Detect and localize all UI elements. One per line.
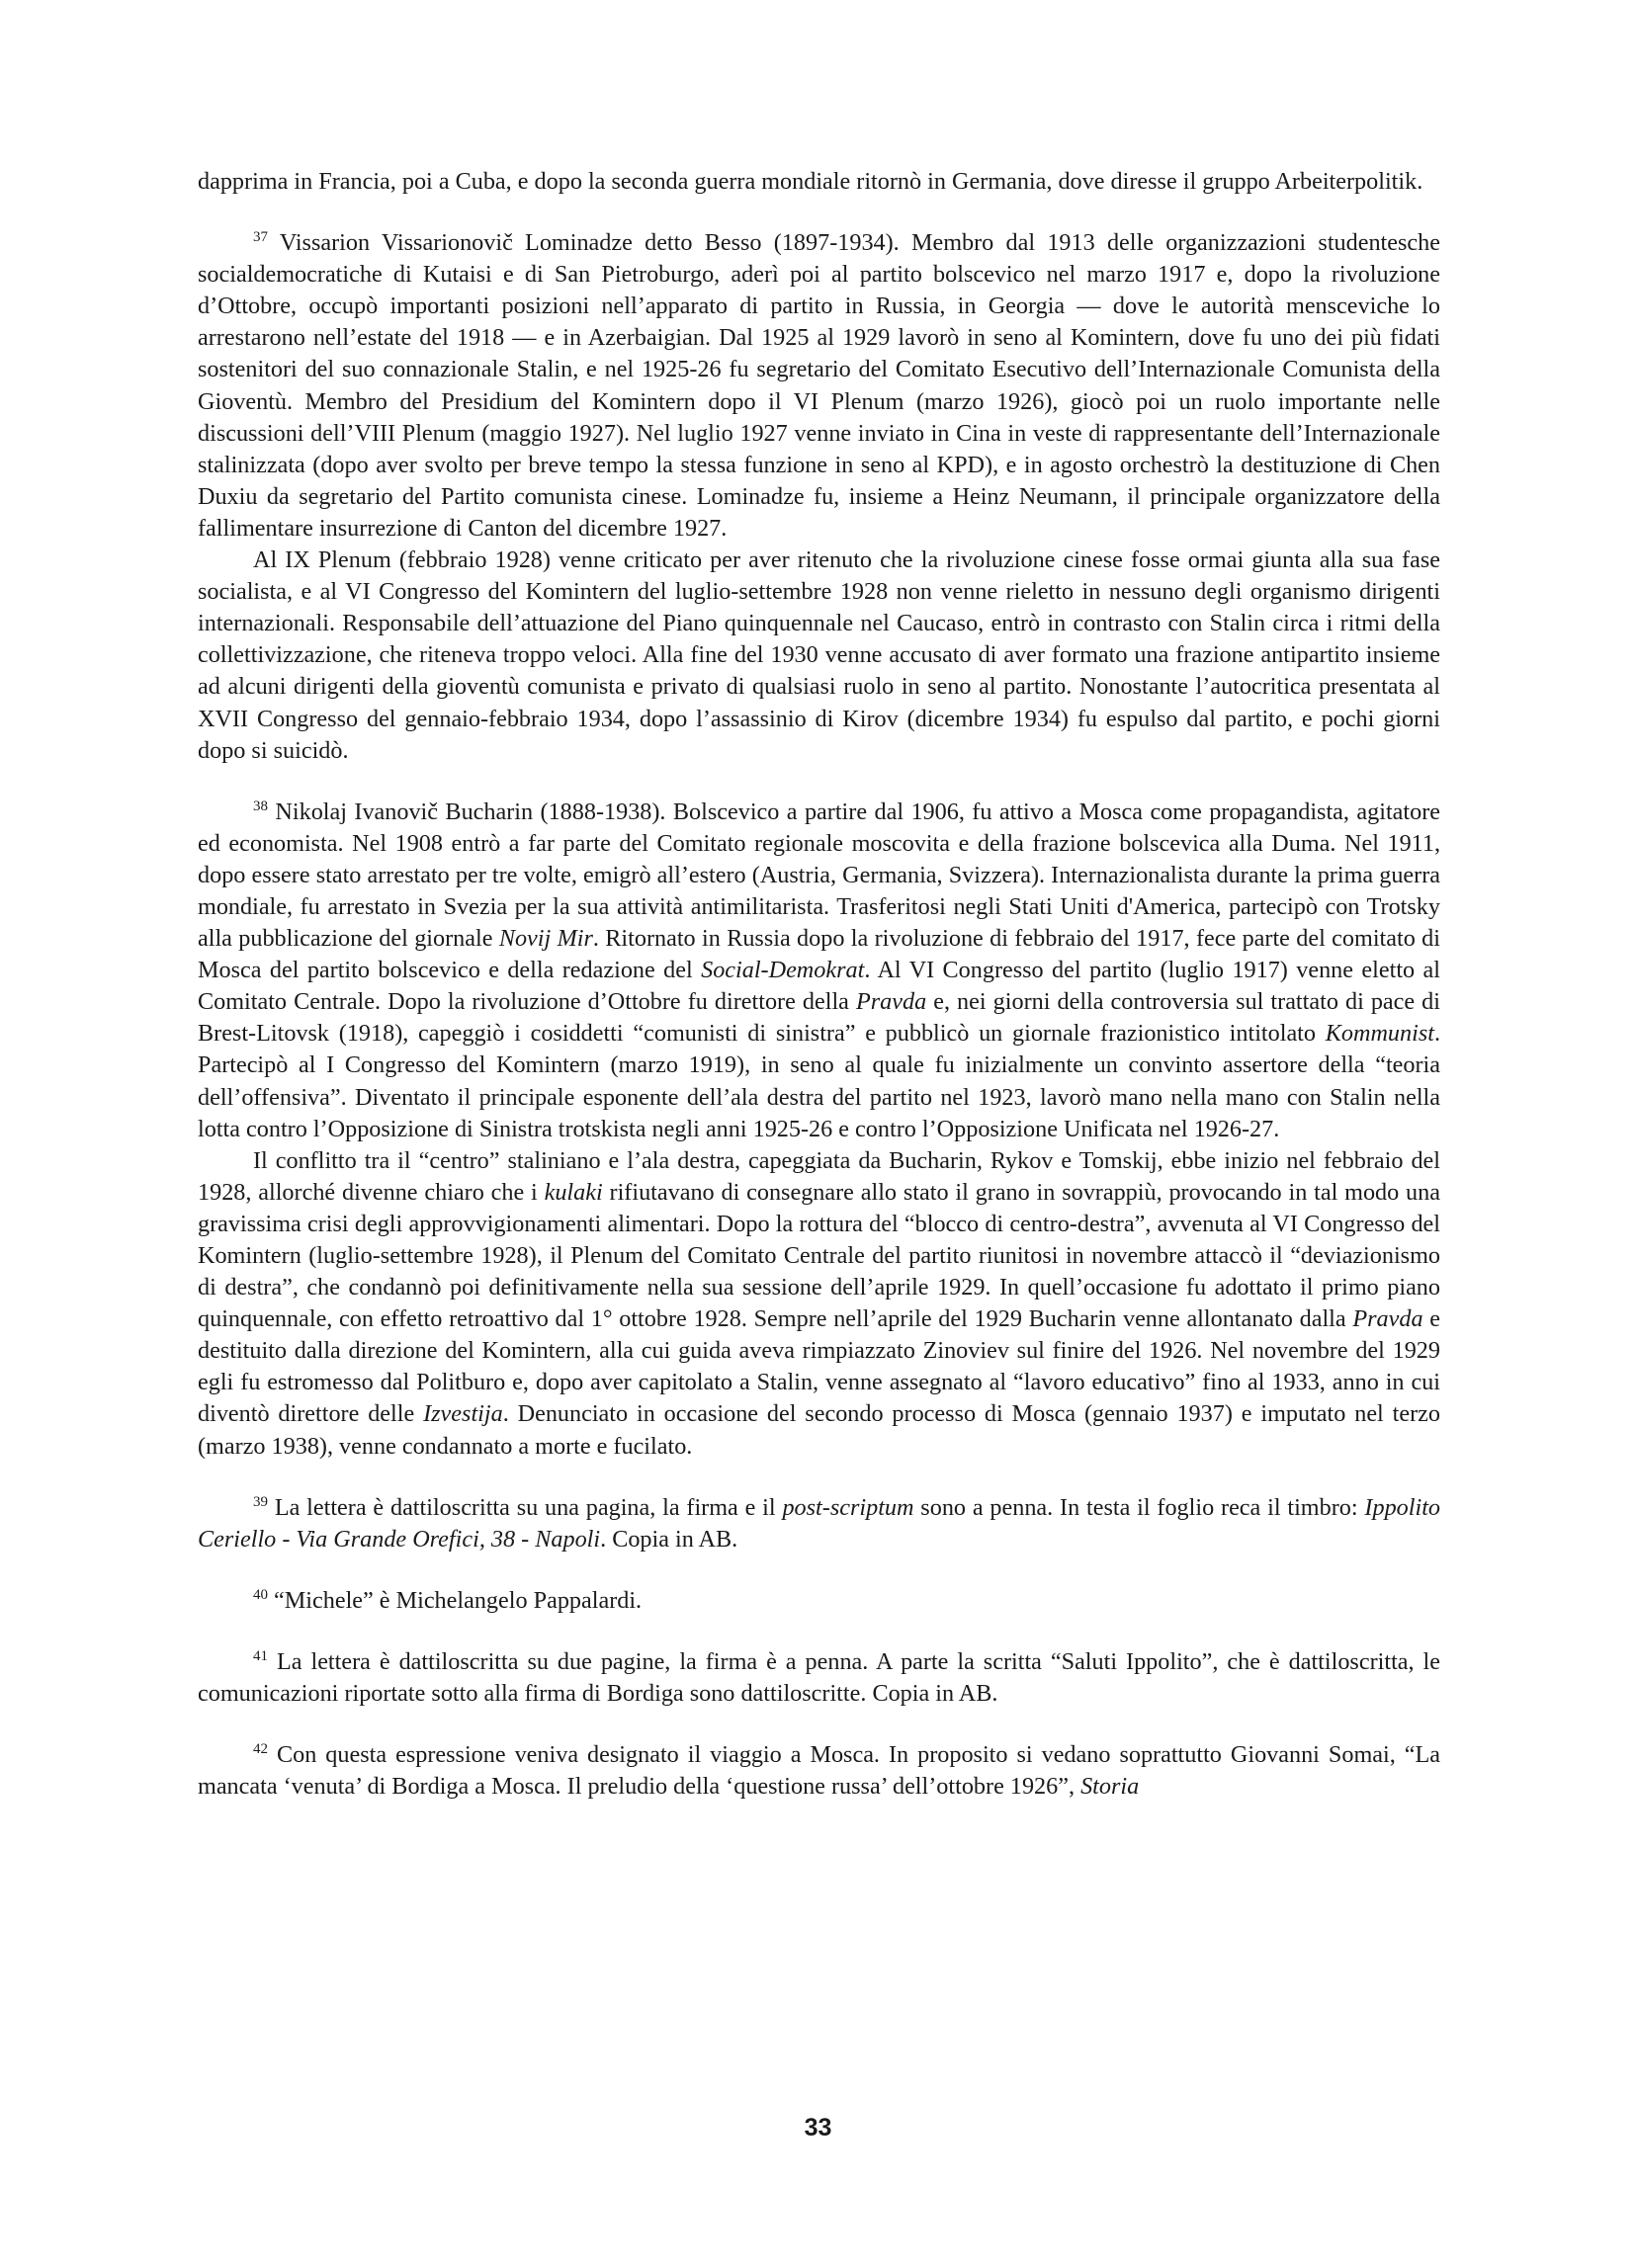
text-run: . Denunciato in occasione del secondo processo di Mosca (gennaio 1937) e imputato nel terzo (marzo 1938), venne condannato a morte e fucilato. bbox=[198, 1400, 1440, 1460]
italic-run: Pravda bbox=[855, 988, 927, 1016]
text-run: e destituito dalla direzione del Komintern, alla cui guida aveva rimpiazzato Zinoviev sul finire del 1926. Nel novembre del 1929 egli fu estromesso dal Politburo e, dopo aver capitolato a Stalin, venne assegnato al “lavoro educativo” fino al 1933, anno in cui diventò direttore delle bbox=[198, 1305, 1440, 1428]
text-run: . Copia in AB. bbox=[600, 1525, 738, 1553]
footnote-paragraph bbox=[198, 1646, 1440, 1710]
footnote-38 bbox=[198, 797, 1440, 1463]
italic-run: post-scriptum bbox=[782, 1493, 914, 1521]
text-run: La lettera è dattiloscritta su due pagine, la firma è a penna. A parte la scritta “Saluti Ippolito”, che è dattiloscritta, le comunicazioni riportate sotto alla firma di Bordiga sono dattiloscritte. Copia in AB. bbox=[198, 1647, 1441, 1708]
footnote-number: 41 bbox=[253, 1647, 268, 1664]
footnote-number: 38 bbox=[253, 798, 268, 814]
italic-run: Izvestija bbox=[423, 1400, 503, 1428]
text-run: La lettera è dattiloscritta su una pagina, la firma e il bbox=[274, 1493, 783, 1521]
footnote-37 bbox=[198, 227, 1440, 767]
text-run: . Ritornato in Russia dopo la rivoluzione di febbraio del 1917, fece parte del comitato di Mosca del partito bolscevico e della redazione del bbox=[198, 925, 1440, 984]
footnote-40 bbox=[198, 1585, 1440, 1617]
note-gap bbox=[198, 198, 1440, 227]
note-gap bbox=[198, 1617, 1440, 1646]
text-run: Il conflitto tra il “centro” staliniano e l’ala destra, capeggiata da Bucharin, Rykov e Tomskij, ebbe inizio nel febbraio del 1928, allorché divenne chiaro che i bbox=[198, 1146, 1440, 1206]
footnote-number: 42 bbox=[253, 1741, 268, 1758]
text-run: Al IX Plenum (febbraio 1928) venne criticato per aver ritenuto che la rivoluzione cinese fosse ormai giunta alla sua fase socialista, e al VI Congresso del Komintern del luglio-settembre 1928 non venne rieletto in nessuno degli organismo dirigenti internazionali. Responsabile dell’attuazione del Piano quinquennale nel Caucaso, entrò in contrasto con Stalin circa i ritmi della collettivizzazione, che riteneva troppo veloci. Alla fine del 1930 venne accusato di aver formato una frazione antipartito insieme ad alcuni dirigenti della gioventù comunista e privato di qualsiasi ruolo in seno al partito. Nonostante l’autocritica presentata al XVII Congresso del gennaio-febbraio 1934, dopo l’assassinio di Kirov (dicembre 1934) fu espulso dal partito, e pochi giorni dopo si suicidò. bbox=[198, 546, 1440, 764]
text-run: e, nei giorni della controversia sul trattato di pace di Brest-Litovsk (1918), capeggiò i cosiddetti “comunisti di sinistra” e pubblicò un giornale frazionistico intitolato bbox=[198, 988, 1441, 1048]
footnote-continuation bbox=[198, 166, 1440, 198]
text-run: Nikolaj Ivanovič Bucharin (1888-1938). Bolscevico a partire dal 1906, fu attivo a Mosca come propagandista, agitatore ed economista. Nel 1908 entrò a far parte del Comitato regionale moscovita e della frazione bolscevica alla Duma. Nel 1911, dopo essere stato arrestato per tre volte, emigrò all’estero (Austria, Germania, Svizzera). Internazionalista durante la prima guerra mondiale, fu arrestato in Svezia per la sua attività antimilitarista. Trasferitosi negli Stati Uniti d'America, partecipò con Trotsky alla pubblicazione del giornale bbox=[198, 798, 1440, 953]
text-run: Vissarion Vissarionovič Lominadze detto Besso (1897-1934). Membro dal 1913 delle organizzazioni studentesche socialdemocratiche di Kutaisi e di San Pietroburgo, aderì poi al partito bolscevico nel marzo 1917 e, dopo la rivoluzione d’Ottobre, occupò importanti posizioni nell’apparato di partito in Russia, in Georgia — dove le autorità mensceviche lo arrestarono nell’estate del 1918 — e in Azerbaigian. Dal 1925 al 1929 lavorò in seno al Komintern, dove fu uno dei più fidati sostenitori del suo connazionale Stalin, e nel 1925-26 fu segretario del Comitato Esecutivo dell’Internazionale Comunista della Gioventù. Membro del Presidium del Komintern dopo il VI Plenum (marzo 1926), giocò poi un ruolo importante nelle discussioni dell’VIII Plenum (maggio 1927). Nel luglio 1927 venne inviato in Cina in veste di rappresentante dell’Internazionale stalinizzata (dopo aver svolto per breve tempo la stessa funzione in seno al KPD), e in agosto orchestrò la destituzione di Chen Duxiu da segretario del Partito comunista cinese. Lominadze fu, insieme a Heinz Neumann, il principale organizzatore della fallimentare insurrezione di Canton del dicembre 1927. bbox=[198, 229, 1440, 542]
footnote-39 bbox=[198, 1492, 1440, 1555]
footnote-paragraph bbox=[198, 1145, 1440, 1463]
footnote-paragraph bbox=[198, 545, 1440, 767]
text-run: “Michele” è Michelangelo Pappalardi. bbox=[274, 1586, 643, 1614]
text-run: dapprima in Francia, poi a Cuba, e dopo la seconda guerra mondiale ritornò in Germania, dove diresse il gruppo Arbeiterpolitik. bbox=[198, 168, 1423, 195]
italic-run: Novij Mir bbox=[498, 925, 593, 953]
italic-run: Social-Demokrat bbox=[701, 957, 865, 984]
footnote-paragraph bbox=[198, 797, 1440, 1145]
text-run: sono a penna. In testa il foglio reca il timbro: bbox=[913, 1493, 1365, 1521]
footnote-paragraph bbox=[198, 227, 1440, 545]
note-gap bbox=[198, 1710, 1440, 1739]
italic-run: Kommunist bbox=[1325, 1020, 1434, 1048]
text-run: Con questa espressione veniva designato il viaggio a Mosca. In proposito si vedano soprattutto Giovanni Somai, “La mancata ‘venuta’ di Bordiga a Mosca. Il preludio della ‘questione russa’ dell’ottobre 1926”, bbox=[198, 1741, 1440, 1801]
text-run: . Al VI Congresso del partito (luglio 1917) venne eletto al Comitato Centrale. Dopo la rivoluzione d’Ottobre fu direttore della bbox=[198, 957, 1440, 1016]
footnote-paragraph bbox=[198, 1492, 1440, 1555]
footnote-number: 37 bbox=[253, 229, 268, 246]
text-run: . Partecipò al I Congresso del Komintern (marzo 1919), in seno al quale fu inizialmente un convinto assertore della “teoria dell’offensiva”. Diventato il principale esponente dell’ala destra del partito nel 1923, lavorò mano nella mano con Stalin nella lotta contro l’Opposizione di Sinistra trotskista negli anni 1925-26 e contro l’Opposizione Unificata nel 1926-27. bbox=[198, 1020, 1440, 1142]
footnote-paragraph bbox=[198, 1739, 1440, 1803]
text-run: rifiutavano di consegnare allo stato il grano in sovrappiù, provocando in tal modo una gravissima crisi degli approvvigionamenti alimentari. Dopo la rottura del “blocco di centro-destra”, avvenuta al VI Congresso del Komintern (luglio-settembre 1928), il Plenum del Comitato Centrale del partito riunitosi in novembre attaccò il “deviazionismo di destra”, che condannò poi definitivamente nella sua sessione dell’aprile 1929. In quell’occasione fu adottato il primo piano quinquennale, con effetto retroattivo dal 1° ottobre 1928. Sempre nell’aprile del 1929 Bucharin venne allontanato dalla bbox=[198, 1178, 1440, 1333]
page-number: 33 bbox=[804, 2114, 832, 2142]
footnote-number: 39 bbox=[253, 1493, 268, 1510]
note-gap bbox=[198, 767, 1440, 797]
italic-run: kulaki bbox=[544, 1178, 603, 1206]
footnotes-column bbox=[198, 166, 1440, 1803]
footnote-paragraph bbox=[198, 1585, 1440, 1617]
note-gap bbox=[198, 1463, 1440, 1492]
footnote-41 bbox=[198, 1646, 1440, 1710]
footnote-42 bbox=[198, 1739, 1440, 1803]
footnote-number: 40 bbox=[253, 1586, 268, 1603]
footnote-paragraph bbox=[198, 166, 1440, 198]
italic-run: Pravda bbox=[1352, 1305, 1423, 1333]
note-gap bbox=[198, 1555, 1440, 1585]
italic-run: Storia bbox=[1080, 1773, 1140, 1801]
italic-run: Ippolito Ceriello - Via Grande Orefici, 38 - Napoli bbox=[198, 1493, 1441, 1553]
